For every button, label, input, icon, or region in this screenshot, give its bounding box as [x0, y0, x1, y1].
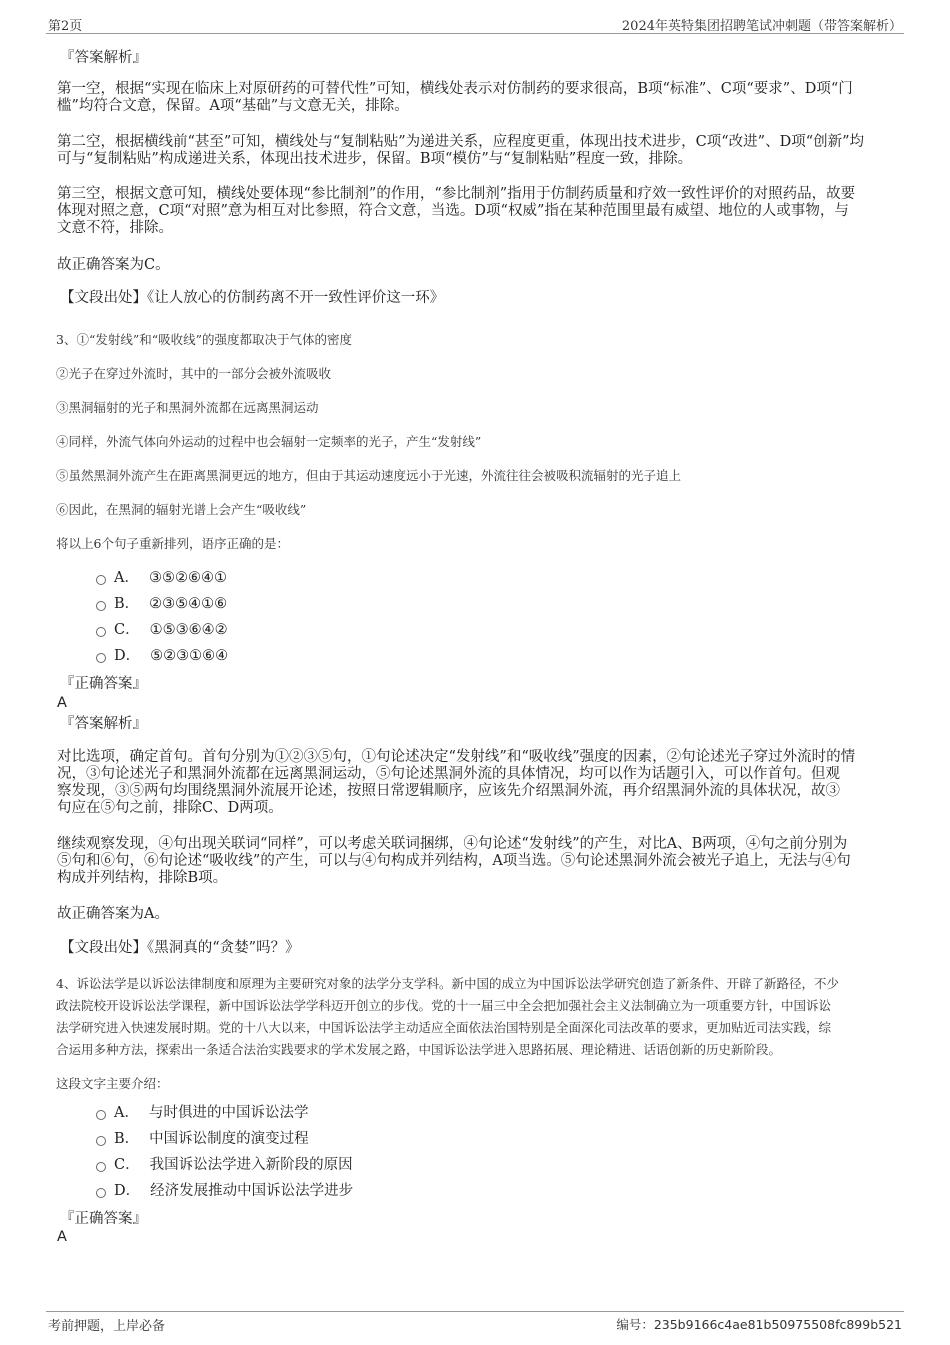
text-line: 察发现，③⑤两句均围绕黑洞外流展开论述，按照日常逻辑顺序，应该先介绍黑洞外流，再介绍黑洞外流的具体状况，故③ — [57, 783, 840, 799]
question-3-sentences — [56, 329, 894, 555]
analysis-heading: 『答案解析』 — [60, 716, 147, 732]
option-b[interactable] — [96, 1130, 309, 1148]
option-d[interactable] — [96, 1182, 353, 1200]
option-text: 我国诉讼法学进入新阶段的原因 — [149, 1157, 353, 1173]
text-line: 对比选项，确定首句。首句分别为①②③⑤句，①句论述决定“发射线”和“吸收线”强度的因素，②句论述光子穿过外流时的情 — [57, 749, 856, 765]
text-line: 合运用多种方法，探索出一条适合法治实践要求的学术发展之路，中国诉讼法学进入思路拓展、理论精进、话语创新的历史新阶段。 — [56, 1042, 782, 1057]
answer-heading: 『正确答案』 — [60, 676, 147, 692]
sentence-4: ④同样，外流气体向外运动的过程中也会辐射一定频率的光子，产生“发射线” — [56, 434, 482, 449]
option-letter: C． — [114, 1157, 140, 1173]
analysis-paragraph — [57, 81, 893, 115]
text-line: 第二空，根据横线前“甚至”可知，横线处与“复制粘贴”为递进关系，应程度更重，体现出技术进步，C项“改进”、D项“创新”均 — [57, 134, 865, 150]
question-prompt: 将以上6个句子重新排列，语序正确的是： — [56, 536, 289, 551]
option-letter: C． — [114, 622, 140, 638]
conclusion-text: 故正确答案为A。 — [57, 906, 169, 922]
sentence-2: ②光子在穿过外流时，其中的一部分会被外流吸收 — [56, 366, 332, 381]
document-serial: 编号：235b9166c4ae81b50975508fc899b521 — [616, 1317, 902, 1332]
radio-icon[interactable] — [96, 575, 106, 585]
option-d[interactable] — [96, 647, 228, 665]
option-c[interactable] — [96, 1156, 353, 1174]
conclusion-text: 故正确答案为C。 — [57, 257, 170, 273]
sentence-3: ③黑洞辐射的光子和黑洞外流都在远离黑洞运动 — [56, 400, 319, 415]
analysis-heading: 『答案解析』 — [60, 50, 147, 66]
option-b[interactable] — [96, 595, 227, 613]
radio-icon[interactable] — [96, 1136, 106, 1146]
radio-icon[interactable] — [96, 1162, 106, 1172]
radio-icon[interactable] — [96, 1110, 106, 1120]
page-number: 第2页 — [48, 19, 83, 34]
answer-heading: 『正确答案』 — [60, 1211, 147, 1227]
text-line: 槛”均符合文意，保留。A项“基础”与文意无关，排除。 — [57, 98, 409, 114]
text-line: 4、诉讼法学是以诉讼法律制度和原理为主要研究对象的法学分支学科。新中国的成立为中国诉讼法学研究创造了新条件、开辟了新路径，不少 — [56, 976, 839, 991]
source-text: 【文段出处】《让人放心的仿制药离不开一致性评价这一环》 — [60, 290, 445, 306]
question-prompt: 这段文字主要介绍： — [56, 1076, 169, 1091]
text-line: 体现对照之意，C项“对照”意为相互对比参照，符合文意，当选。D项“权威”指在某种范围里最有威望、地位的人或事物，与 — [57, 203, 849, 219]
text-line: ⑤句和⑥句，⑥句论述“吸收线”的产生，可以与④句构成并列结构，A项当选。⑤句论述黑洞外流会被光子追上，无法与④句 — [57, 853, 851, 869]
option-text: ③⑤②⑥④① — [148, 570, 227, 586]
text-line: 构成并列结构，排除B项。 — [57, 870, 228, 886]
text-line: 继续观察发现，④句出现关联词“同样”，可以考虑关联词捆绑，④句论述“发射线”的产生，对比A、B两项，④句之前分别为 — [57, 836, 848, 852]
document-title: 2024年英特集团招聘笔试冲刺题（带答案解析） — [621, 19, 902, 34]
option-text: ⑤②③①⑥④ — [150, 648, 229, 664]
option-text: ②③⑤④①⑥ — [149, 596, 228, 612]
footer-slogan: 考前押题，上岸必备 — [48, 1319, 166, 1334]
option-c[interactable] — [96, 621, 228, 639]
option-text: 中国诉讼制度的演变过程 — [149, 1131, 309, 1147]
page-footer — [46, 1311, 904, 1335]
sentence-6: ⑥因此，在黑洞的辐射光谱上会产生“吸收线” — [56, 502, 307, 517]
option-text: 经济发展推动中国诉讼法学进步 — [150, 1183, 354, 1199]
option-text: 与时俱进的中国诉讼法学 — [148, 1105, 309, 1121]
sentence-1: 3、①“发射线”和“吸收线”的强度都取决于气体的密度 — [56, 332, 353, 347]
question-4-passage — [56, 973, 894, 1095]
option-letter: A． — [114, 1105, 139, 1121]
radio-icon[interactable] — [96, 1188, 106, 1198]
text-line: 文意不符，排除。 — [57, 220, 173, 236]
source-text: 【文段出处】《黑洞真的“贪婪”吗？》 — [60, 940, 300, 956]
text-line: 况，③句论述光子和黑洞外流都在远离黑洞运动，⑤句论述黑洞外流的具体情况，均可以作为话题引入，可以作首句。但观 — [57, 766, 840, 782]
radio-icon[interactable] — [96, 627, 106, 637]
radio-icon[interactable] — [96, 601, 106, 611]
option-letter: B． — [114, 1131, 140, 1147]
text-line: 政法院校开设诉讼法学课程，新中国诉讼法学学科迈开创立的步伐。党的十一届三中全会把加强社会主义法制确立为一项重要方针，中国诉讼 — [56, 998, 832, 1013]
radio-icon[interactable] — [96, 653, 106, 663]
option-letter: A． — [114, 570, 139, 586]
analysis-paragraph — [57, 186, 893, 237]
option-letter: D． — [114, 1183, 141, 1199]
page-header — [46, 14, 904, 34]
text-line: 第一空，根据“实现在临床上对原研药的可替代性”可知，横线处表示对仿制药的要求很高，B项“标准”、C项“要求”、D项“门 — [57, 81, 853, 97]
analysis-paragraph — [57, 749, 893, 817]
answer-value: A — [57, 1229, 67, 1245]
text-line: 句应在⑤句之前，排除C、D两项。 — [57, 800, 283, 816]
option-text: ①⑤③⑥④② — [149, 622, 228, 638]
text-line: 法学研究进入快速发展时期。党的十八大以来，中国诉讼法学主动适应全面依法治国特别是全面深化司法改革的要求，更加贴近司法实践，综 — [56, 1020, 832, 1035]
option-a[interactable] — [96, 1104, 308, 1122]
analysis-paragraph — [57, 134, 893, 168]
sentence-5: ⑤虽然黑洞外流产生在距离黑洞更远的地方，但由于其运动速度远小于光速，外流往往会被吸积流辐射的光子追上 — [56, 468, 682, 483]
option-letter: D． — [114, 648, 141, 664]
option-letter: B． — [114, 596, 140, 612]
text-line: 可与“复制粘贴”构成递进关系，体现出技术进步，保留。B项“模仿”与“复制粘贴”程度一致，排除。 — [57, 151, 693, 167]
analysis-paragraph — [57, 836, 893, 887]
text-line: 第三空，根据文意可知，横线处要体现“参比制剂”的作用，“参比制剂”指用于仿制药质量和疗效一致性评价的对照药品，故要 — [57, 186, 856, 202]
answer-value: A — [57, 695, 67, 711]
option-a[interactable] — [96, 569, 227, 587]
